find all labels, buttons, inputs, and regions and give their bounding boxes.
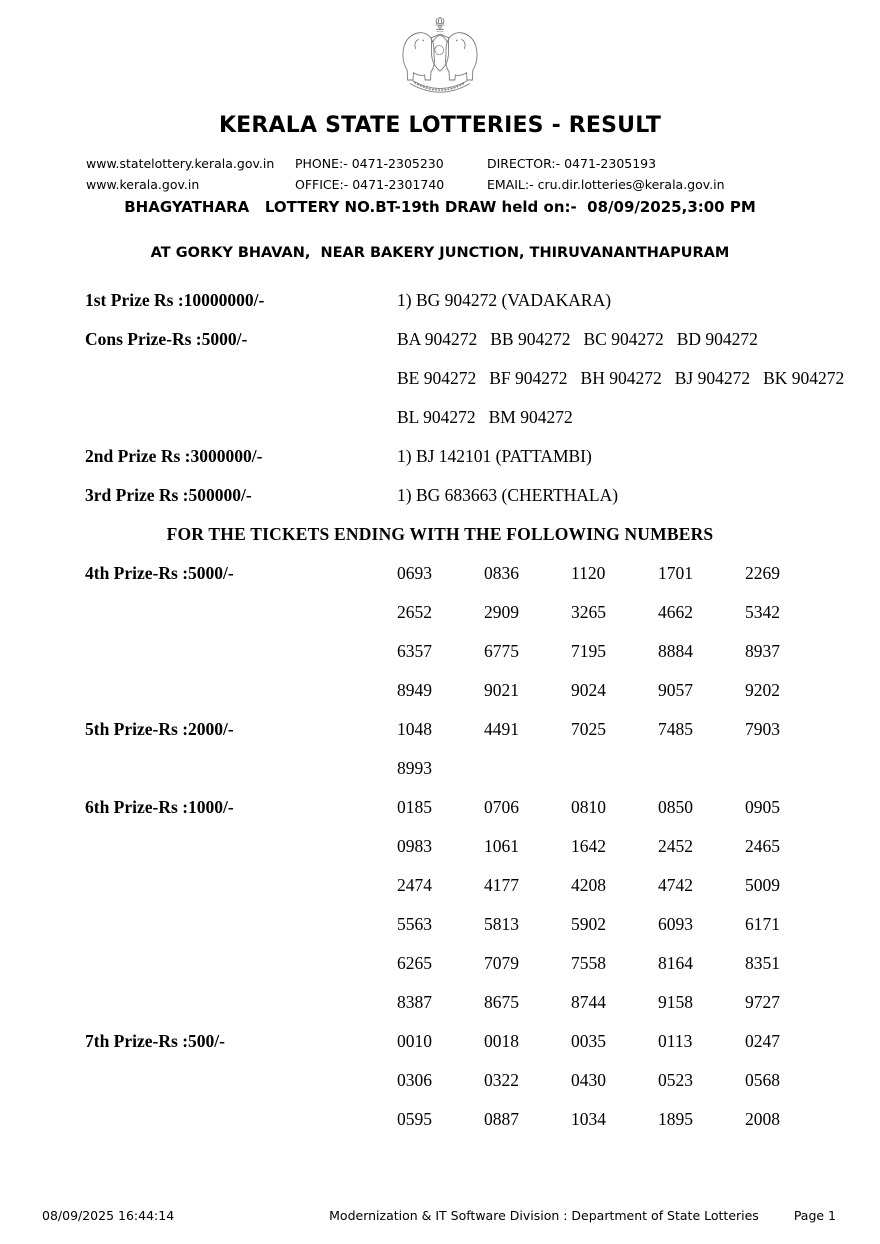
winning-number: 0983 <box>397 836 432 856</box>
sixth-prize-row <box>0 788 880 1022</box>
winning-number: 0010 <box>397 1031 432 1051</box>
winning-number: 4177 <box>484 875 519 895</box>
winning-number: 9024 <box>571 680 606 700</box>
winning-number: 4742 <box>658 875 693 895</box>
winning-number: 8387 <box>397 992 432 1012</box>
consolation-ticket-list <box>397 320 849 437</box>
winning-number: 5813 <box>484 914 519 934</box>
winning-number: 6265 <box>397 953 432 973</box>
email-address: EMAIL:- cru.dir.lotteries@kerala.gov.in <box>487 177 725 192</box>
winning-number: 7025 <box>571 719 606 739</box>
winning-number: 0850 <box>658 797 693 817</box>
winning-number: 9158 <box>658 992 693 1012</box>
winning-number: 4208 <box>571 875 606 895</box>
winning-number: 1701 <box>658 563 693 583</box>
winning-number: 1034 <box>571 1109 606 1129</box>
winning-number: 0887 <box>484 1109 519 1129</box>
consolation-ticket: BC 904272 <box>583 329 664 349</box>
website-secondary: www.kerala.gov.in <box>86 177 200 192</box>
fifth-prize-label: 5th Prize-Rs :2000/- <box>85 719 234 739</box>
winning-number: 2465 <box>745 836 780 856</box>
consolation-prize-row <box>0 320 880 437</box>
winning-number: 2452 <box>658 836 693 856</box>
winning-number: 8675 <box>484 992 519 1012</box>
winning-number: 0322 <box>484 1070 519 1090</box>
winning-number: 7485 <box>658 719 693 739</box>
winning-number: 2909 <box>484 602 519 622</box>
winning-number: 9727 <box>745 992 780 1012</box>
winning-number: 7079 <box>484 953 519 973</box>
consolation-ticket: BK 904272 <box>763 368 845 388</box>
winning-number: 8993 <box>397 758 432 778</box>
winning-number: 1895 <box>658 1109 693 1129</box>
winning-number: 8351 <box>745 953 780 973</box>
winning-number: 3265 <box>571 602 606 622</box>
footer-division: Modernization & IT Software Division : Department of State Lotteries <box>329 1208 759 1223</box>
director-number: DIRECTOR:- 0471-2305193 <box>487 156 657 171</box>
winning-number: 1642 <box>571 836 606 856</box>
winning-number: 7558 <box>571 953 606 973</box>
winning-number: 2269 <box>745 563 780 583</box>
venue-line: AT GORKY BHAVAN, NEAR BAKERY JUNCTION, THIRUVANANTHAPURAM <box>150 245 730 261</box>
first-prize-row <box>0 281 880 320</box>
winning-number: 5342 <box>745 602 780 622</box>
consolation-ticket: BF 904272 <box>489 368 568 388</box>
page-title: KERALA STATE LOTTERIES - RESULT <box>218 113 662 138</box>
winning-number: 1120 <box>571 563 606 583</box>
winning-number: 5563 <box>397 914 432 934</box>
winning-number: 4491 <box>484 719 519 739</box>
winning-number: 8937 <box>745 641 780 661</box>
phone-number: PHONE:- 0471-2305230 <box>295 156 444 171</box>
fourth-prize-label: 4th Prize-Rs :5000/- <box>85 563 234 583</box>
draw-info-line: BHAGYATHARA LOTTERY NO.BT-19th DRAW held on:- 08/09/2025,3:00 PM <box>124 198 756 216</box>
seventh-prize-row <box>0 1022 880 1139</box>
winning-number: 9021 <box>484 680 519 700</box>
page-footer <box>42 1206 836 1226</box>
consolation-ticket: BH 904272 <box>580 368 662 388</box>
header-emblem-wrap <box>0 0 880 107</box>
sixth-prize-label: 6th Prize-Rs :1000/- <box>85 797 234 817</box>
consolation-prize-label: Cons Prize-Rs :5000/- <box>85 329 248 349</box>
kerala-government-emblem-icon <box>395 8 485 107</box>
seventh-prize-numbers <box>397 1022 880 1139</box>
winning-number: 0706 <box>484 797 519 817</box>
consolation-ticket: BM 904272 <box>488 407 573 427</box>
fifth-prize-numbers <box>397 710 880 788</box>
winning-number: 9057 <box>658 680 693 700</box>
winning-number: 0185 <box>397 797 432 817</box>
seventh-prize-label: 7th Prize-Rs :500/- <box>85 1031 225 1051</box>
winning-number: 4662 <box>658 602 693 622</box>
winning-number: 0905 <box>745 797 780 817</box>
winning-number: 2008 <box>745 1109 780 1129</box>
winning-number: 0810 <box>571 797 606 817</box>
winning-number: 0568 <box>745 1070 780 1090</box>
winning-number: 0035 <box>571 1031 606 1051</box>
winning-number: 6357 <box>397 641 432 661</box>
winning-number: 8744 <box>571 992 606 1012</box>
third-prize-label: 3rd Prize Rs :500000/- <box>85 485 252 505</box>
winning-number: 7195 <box>571 641 606 661</box>
winning-number: 2474 <box>397 875 432 895</box>
second-prize-row <box>0 437 880 476</box>
fourth-prize-numbers <box>397 554 880 710</box>
consolation-ticket: BL 904272 <box>397 407 476 427</box>
winning-number: 2652 <box>397 602 432 622</box>
winning-number: 5902 <box>571 914 606 934</box>
winning-number: 0018 <box>484 1031 519 1051</box>
consolation-ticket: BJ 904272 <box>674 368 751 388</box>
second-prize-result: 1) BJ 142101 (PATTAMBI) <box>397 446 592 466</box>
ending-numbers-heading: FOR THE TICKETS ENDING WITH THE FOLLOWING NUMBERS <box>166 524 714 544</box>
first-prize-label: 1st Prize Rs :10000000/- <box>85 290 265 310</box>
fourth-prize-row <box>0 554 880 710</box>
winning-number: 8949 <box>397 680 432 700</box>
first-prize-result: 1) BG 904272 (VADAKARA) <box>397 290 612 310</box>
winning-number: 5009 <box>745 875 780 895</box>
winning-number: 0595 <box>397 1109 432 1129</box>
winning-number: 6775 <box>484 641 519 661</box>
footer-page-number: Page 1 <box>793 1208 836 1223</box>
contact-info <box>86 153 880 195</box>
third-prize-row <box>0 476 880 515</box>
winning-number: 0113 <box>658 1031 693 1051</box>
consolation-ticket: BD 904272 <box>676 329 758 349</box>
winning-number: 6093 <box>658 914 693 934</box>
third-prize-result: 1) BG 683663 (CHERTHALA) <box>397 485 619 505</box>
office-number: OFFICE:- 0471-2301740 <box>295 177 445 192</box>
winning-number: 9202 <box>745 680 780 700</box>
winning-number: 0306 <box>397 1070 432 1090</box>
winning-number: 7903 <box>745 719 780 739</box>
winning-number: 0836 <box>484 563 519 583</box>
footer-timestamp: 08/09/2025 16:44:14 <box>42 1208 175 1223</box>
second-prize-label: 2nd Prize Rs :3000000/- <box>85 446 263 466</box>
consolation-ticket: BA 904272 <box>397 329 478 349</box>
consolation-ticket: BB 904272 <box>490 329 571 349</box>
website-primary: www.statelottery.kerala.gov.in <box>86 156 275 171</box>
consolation-ticket: BE 904272 <box>397 368 477 388</box>
fifth-prize-row <box>0 710 880 788</box>
winning-number: 8884 <box>658 641 693 661</box>
winning-number: 8164 <box>658 953 693 973</box>
winning-number: 1061 <box>484 836 519 856</box>
winning-number: 0247 <box>745 1031 780 1051</box>
prize-results <box>0 281 880 1139</box>
winning-number: 0693 <box>397 563 432 583</box>
winning-number: 0430 <box>571 1070 606 1090</box>
winning-number: 0523 <box>658 1070 693 1090</box>
sixth-prize-numbers <box>397 788 880 1022</box>
winning-number: 1048 <box>397 719 432 739</box>
winning-number: 6171 <box>745 914 780 934</box>
